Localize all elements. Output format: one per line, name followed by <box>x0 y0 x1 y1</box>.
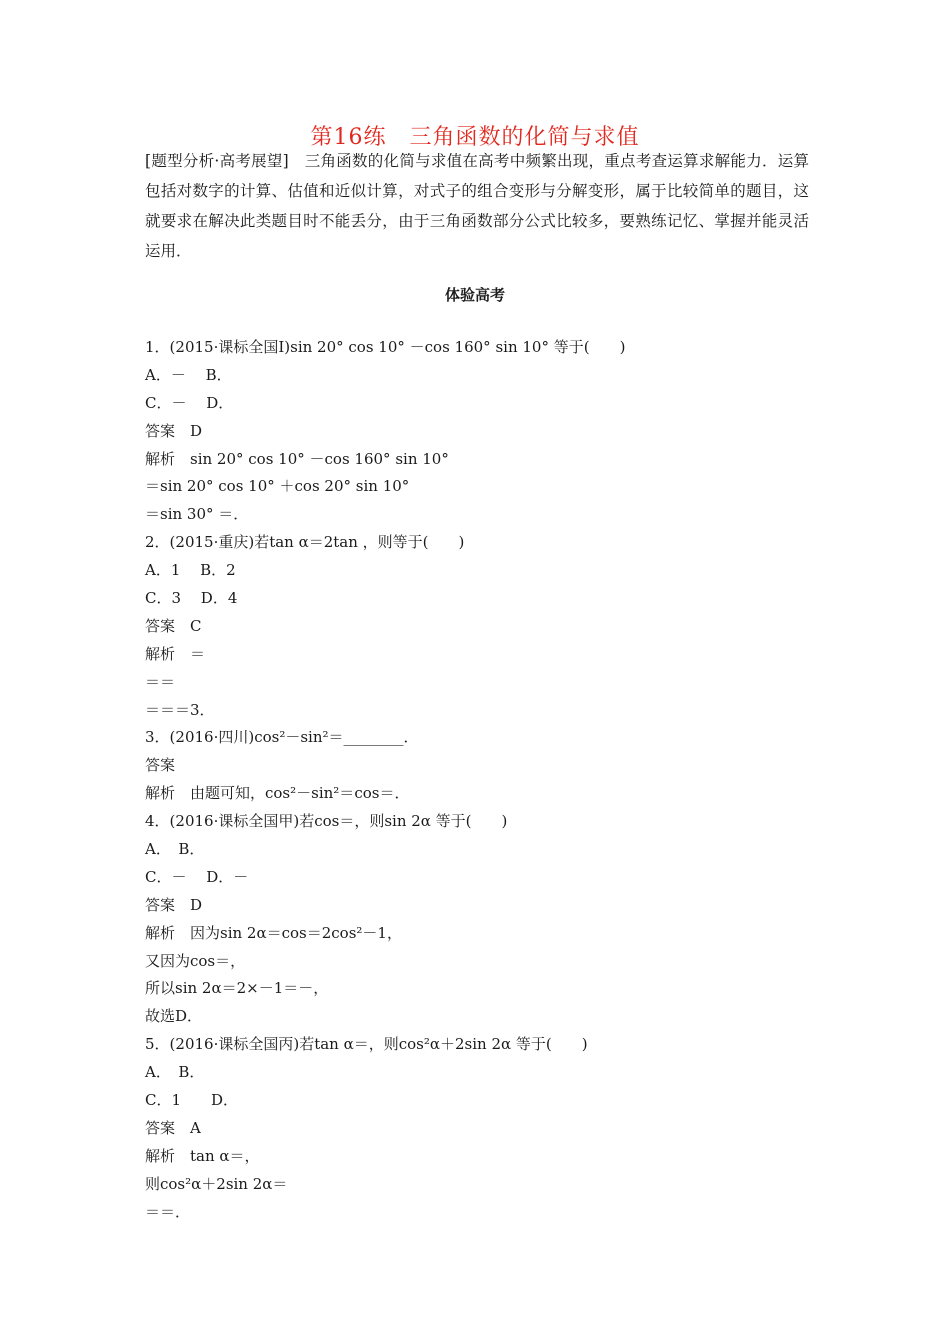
text-line: 5．(2016·课标全国丙)若tan α＝，则cos²α＋2sin 2α 等于( ) <box>145 1035 588 1054</box>
intro-paragraph: [题型分析·高考展望] 三角函数的化简与求值在高考中频繁出现，重点考查运算求解能力．运算包括对数字的计算、估值和近似计算，对式子的组合变形与分解变形，属于比较简单的题目，这就要求在解决此类题目时不能丢分，由于三角函数部分公式比较多，要熟练记忆、掌握并能灵活运用． <box>145 152 809 260</box>
page-title: 第16练 三角函数的化简与求值 <box>310 125 640 150</box>
text-line: 所以sin 2α＝2×－1＝－， <box>145 979 329 998</box>
text-line: ＝sin 30° ＝． <box>145 505 249 524</box>
text-line: 故选D． <box>145 1007 203 1026</box>
text-line: 解析 tan α＝， <box>145 1146 260 1165</box>
text-line: 答案 C <box>145 616 202 635</box>
text-line: 答案 A <box>145 1118 201 1137</box>
text-line: 解析 由题可知，cos²－sin²＝cos＝． <box>145 784 410 803</box>
text-line: ＝＝＝3． <box>145 700 215 719</box>
text-line: 则cos²α＋2sin 2α＝ <box>145 1174 288 1193</box>
text-line: 1．(2015·课标全国Ⅰ)sin 20° cos 10° －cos 160° sin 10° 等于( ) <box>145 338 626 356</box>
problem-list <box>145 334 809 1227</box>
text-line: C．－ D． <box>145 393 234 412</box>
text-line: A．1 B．2 <box>145 561 236 580</box>
text-line: 3．(2016·四川)cos²－sin²＝________． <box>145 728 419 747</box>
text-line: 解析 sin 20° cos 10° －cos 160° sin 10° <box>145 449 449 468</box>
text-line: 答案 D <box>145 421 203 440</box>
text-line: A． B． <box>145 1063 205 1082</box>
text-line: 又因为cos＝， <box>145 951 246 970</box>
section-title: 体验高考 <box>444 286 505 304</box>
text-line: ＝＝． <box>145 1202 191 1221</box>
text-line: ＝sin 20° cos 10° ＋cos 20° sin 10° <box>145 477 410 496</box>
text-line: A．－ B． <box>145 365 232 384</box>
text-line: 解析 因为sin 2α＝cos＝2cos²－1， <box>145 923 402 942</box>
text-line: 答案 D <box>145 895 203 914</box>
text-line: 4．(2016·课标全国甲)若cos＝，则sin 2α 等于( ) <box>145 812 508 831</box>
text-line: 答案 <box>145 756 176 775</box>
text-line: C．1 D． <box>145 1091 239 1110</box>
text-line: C．－ D．－ <box>145 867 249 886</box>
text-line: 2．(2015·重庆)若tan α＝2tan ，则等于( ) <box>145 533 465 552</box>
text-line: ＝＝ <box>145 672 176 691</box>
text-line: C．3 D．4 <box>145 589 238 608</box>
text-line: 解析 ＝ <box>145 644 206 663</box>
text-line: A． B． <box>145 840 205 859</box>
